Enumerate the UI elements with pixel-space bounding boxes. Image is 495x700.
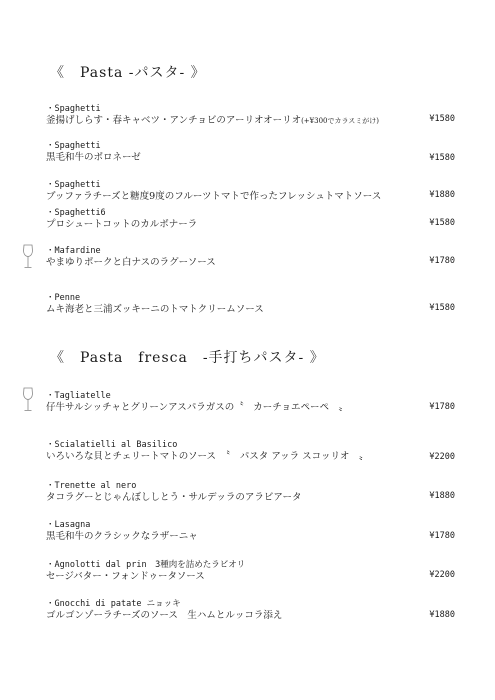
item-price: ¥1580 <box>429 303 455 313</box>
item-price: ¥1580 <box>429 153 455 163</box>
item-description: タコラグーとじゃんぼししとう・サルデッラのアラビアータ <box>46 492 302 503</box>
item-name: ・Agnolotti dal prin 3種肉を詰めたラビオリ <box>46 560 246 570</box>
item-name: ・Spaghetti <box>46 180 101 190</box>
item-description: ムキ海老と三浦ズッキーニのトマトクリームソース <box>46 304 264 315</box>
item-price: ¥2200 <box>429 570 455 580</box>
menu-item <box>46 391 455 414</box>
section-title-pasta-fresca: 《 Pasta fresca -手打ちパスタ- 》 <box>50 350 325 366</box>
item-description: 釜揚げしらす・春キャベツ・アンチョビのアーリオオーリオ(+¥300でカラスミがけ) <box>46 115 380 126</box>
item-description: ゴルゴンゾーラチーズのソース 生ハムとルッコラ添え <box>46 610 283 621</box>
item-name: ・Penne <box>46 293 81 303</box>
item-description: 黒毛和牛のボロネーゼ <box>46 152 141 163</box>
item-description: プロシュートコットのカルボナーラ <box>46 219 198 230</box>
item-price: ¥1780 <box>429 402 455 412</box>
item-name: ・Spaghetti <box>46 104 101 114</box>
menu-item <box>46 246 455 269</box>
item-price: ¥1780 <box>429 256 455 266</box>
item-description: セージバター・フォンドゥータソース <box>46 571 205 582</box>
item-description: 仔牛サルシッチャとグリーンアスパラガスの〝 カーチョエペーペ 〟 <box>46 402 348 413</box>
item-name: ・Spaghetti6 <box>46 208 106 218</box>
wine-glass-icon <box>21 244 35 270</box>
wine-glass-icon <box>21 387 35 413</box>
menu-item <box>46 104 455 128</box>
item-name: ・Trenette al nero <box>46 481 137 491</box>
item-name: ・Spaghetti <box>46 141 101 151</box>
item-price: ¥1780 <box>429 531 455 541</box>
menu-item <box>46 520 455 543</box>
item-description: ブッファラチーズと糖度9度のフルーツトマトで作ったフレッシュトマトソース <box>46 191 382 202</box>
menu-item <box>46 141 455 164</box>
item-name: ・Scialatielli al Basilico <box>46 440 178 450</box>
menu-item <box>46 481 455 504</box>
section-title-pasta: 《 Pasta -パスタ- 》 <box>50 65 206 81</box>
menu-item <box>46 560 455 583</box>
item-description: いろいろな貝とチェリートマトのソース 〝 パスタ アッラ スコッリオ 〟 <box>46 451 369 462</box>
item-price: ¥2200 <box>429 452 455 462</box>
item-name: ・Gnocchi di patate ニョッキ <box>46 599 181 609</box>
item-price: ¥1880 <box>429 610 455 620</box>
item-description: やまゆりポークと白ナスのラグーソース <box>46 257 216 268</box>
item-name: ・Tagliatelle <box>46 391 111 401</box>
item-note: (+¥300でカラスミがけ) <box>301 117 380 125</box>
item-price: ¥1580 <box>429 218 455 228</box>
item-name: ・Lasagna <box>46 520 91 530</box>
item-name: ・Mafardine <box>46 246 101 256</box>
item-description: 黒毛和牛のクラシックなラザーニャ <box>46 531 198 542</box>
menu-item <box>46 180 455 203</box>
item-price: ¥1880 <box>429 190 455 200</box>
menu-item <box>46 293 455 316</box>
menu-item <box>46 440 455 463</box>
menu-item <box>46 208 455 231</box>
item-price: ¥1580 <box>429 114 455 124</box>
item-price: ¥1880 <box>429 491 455 501</box>
menu-item <box>46 599 455 622</box>
